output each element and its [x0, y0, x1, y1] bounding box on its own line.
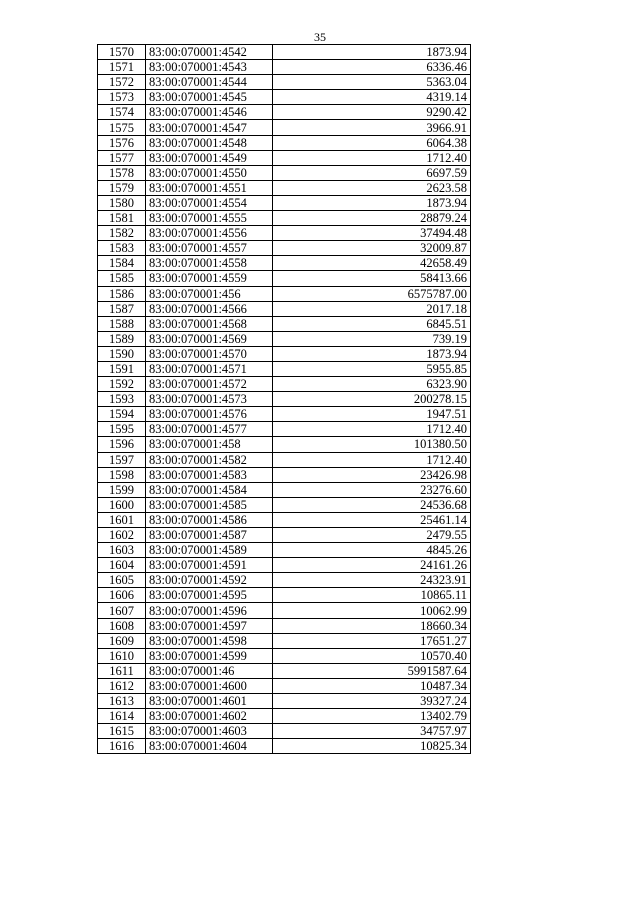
row-value: 24161.26	[273, 558, 471, 573]
page-number: 35	[314, 30, 326, 44]
row-number: 1589	[98, 331, 146, 346]
row-number: 1587	[98, 301, 146, 316]
table-row	[98, 407, 471, 422]
row-value: 6575787.00	[273, 286, 471, 301]
table-row	[98, 135, 471, 150]
row-number: 1577	[98, 150, 146, 165]
row-number: 1610	[98, 648, 146, 663]
row-value: 6697.59	[273, 165, 471, 180]
table-row	[98, 150, 471, 165]
table-row	[98, 603, 471, 618]
row-value: 18660.34	[273, 618, 471, 633]
row-value: 10487.34	[273, 678, 471, 693]
row-number: 1572	[98, 75, 146, 90]
cadastral-number: 83:00:070001:4592	[146, 573, 273, 588]
row-value: 1712.40	[273, 150, 471, 165]
cadastral-number: 83:00:070001:4569	[146, 331, 273, 346]
cadastral-number: 83:00:070001:4586	[146, 512, 273, 527]
cadastral-number: 83:00:070001:4550	[146, 165, 273, 180]
row-value: 739.19	[273, 331, 471, 346]
table-row	[98, 724, 471, 739]
cadastral-number: 83:00:070001:4599	[146, 648, 273, 663]
cadastral-number: 83:00:070001:4557	[146, 241, 273, 256]
table-row	[98, 618, 471, 633]
cadastral-number: 83:00:070001:4547	[146, 120, 273, 135]
table-row	[98, 195, 471, 210]
cadastral-number: 83:00:070001:4566	[146, 301, 273, 316]
row-number: 1612	[98, 678, 146, 693]
row-number: 1611	[98, 663, 146, 678]
table-row	[98, 361, 471, 376]
table-row	[98, 75, 471, 90]
cadastre-table	[97, 44, 471, 754]
row-number: 1592	[98, 377, 146, 392]
table-row	[98, 256, 471, 271]
cadastral-number: 83:00:070001:4572	[146, 377, 273, 392]
row-number: 1590	[98, 346, 146, 361]
cadastral-number: 83:00:070001:4598	[146, 633, 273, 648]
row-value: 25461.14	[273, 512, 471, 527]
row-number: 1614	[98, 709, 146, 724]
table-row	[98, 437, 471, 452]
row-number: 1601	[98, 512, 146, 527]
row-number: 1584	[98, 256, 146, 271]
cadastral-number: 83:00:070001:46	[146, 663, 273, 678]
table-row	[98, 211, 471, 226]
row-value: 1947.51	[273, 407, 471, 422]
cadastral-number: 83:00:070001:4571	[146, 361, 273, 376]
row-number: 1607	[98, 603, 146, 618]
table-row	[98, 528, 471, 543]
row-number: 1570	[98, 45, 146, 60]
row-value: 9290.42	[273, 105, 471, 120]
row-value: 58413.66	[273, 271, 471, 286]
cadastral-number: 83:00:070001:4591	[146, 558, 273, 573]
row-number: 1608	[98, 618, 146, 633]
row-number: 1597	[98, 452, 146, 467]
row-number: 1588	[98, 316, 146, 331]
row-value: 10825.34	[273, 739, 471, 754]
row-value: 1873.94	[273, 45, 471, 60]
table-row	[98, 180, 471, 195]
row-number: 1609	[98, 633, 146, 648]
row-value: 200278.15	[273, 392, 471, 407]
row-number: 1585	[98, 271, 146, 286]
cadastral-number: 83:00:070001:4600	[146, 678, 273, 693]
row-number: 1575	[98, 120, 146, 135]
cadastral-number: 83:00:070001:456	[146, 286, 273, 301]
row-value: 32009.87	[273, 241, 471, 256]
row-value: 23276.60	[273, 482, 471, 497]
table-row	[98, 120, 471, 135]
table-row	[98, 709, 471, 724]
row-number: 1616	[98, 739, 146, 754]
cadastral-number: 83:00:070001:4604	[146, 739, 273, 754]
cadastral-number: 83:00:070001:4573	[146, 392, 273, 407]
row-value: 5363.04	[273, 75, 471, 90]
table-row	[98, 301, 471, 316]
table-row	[98, 286, 471, 301]
row-value: 13402.79	[273, 709, 471, 724]
row-value: 10062.99	[273, 603, 471, 618]
cadastral-number: 83:00:070001:4596	[146, 603, 273, 618]
row-value: 2017.18	[273, 301, 471, 316]
cadastral-number: 83:00:070001:4577	[146, 422, 273, 437]
row-value: 39327.24	[273, 694, 471, 709]
cadastral-number: 83:00:070001:4601	[146, 694, 273, 709]
row-value: 6845.51	[273, 316, 471, 331]
cadastral-number: 83:00:070001:4555	[146, 211, 273, 226]
row-number: 1593	[98, 392, 146, 407]
table-row	[98, 739, 471, 754]
table-row	[98, 452, 471, 467]
cadastral-number: 83:00:070001:4583	[146, 467, 273, 482]
cadastral-number: 83:00:070001:4559	[146, 271, 273, 286]
row-number: 1599	[98, 482, 146, 497]
table-row	[98, 105, 471, 120]
row-value: 17651.27	[273, 633, 471, 648]
row-number: 1602	[98, 528, 146, 543]
row-number: 1580	[98, 195, 146, 210]
table-row	[98, 165, 471, 180]
row-value: 3966.91	[273, 120, 471, 135]
table-row	[98, 226, 471, 241]
row-number: 1606	[98, 588, 146, 603]
row-value: 34757.97	[273, 724, 471, 739]
row-number: 1613	[98, 694, 146, 709]
table-row	[98, 512, 471, 527]
table-row	[98, 346, 471, 361]
row-value: 101380.50	[273, 437, 471, 452]
cadastral-number: 83:00:070001:4544	[146, 75, 273, 90]
row-number: 1586	[98, 286, 146, 301]
row-value: 6336.46	[273, 60, 471, 75]
row-number: 1591	[98, 361, 146, 376]
table-row	[98, 45, 471, 60]
cadastral-number: 83:00:070001:4543	[146, 60, 273, 75]
row-value: 4319.14	[273, 90, 471, 105]
row-value: 24536.68	[273, 497, 471, 512]
row-number: 1579	[98, 180, 146, 195]
row-number: 1595	[98, 422, 146, 437]
cadastral-number: 83:00:070001:4548	[146, 135, 273, 150]
table-row	[98, 90, 471, 105]
row-value: 37494.48	[273, 226, 471, 241]
cadastral-number: 83:00:070001:4597	[146, 618, 273, 633]
cadastral-number: 83:00:070001:4556	[146, 226, 273, 241]
cadastral-number: 83:00:070001:4558	[146, 256, 273, 271]
row-number: 1615	[98, 724, 146, 739]
row-value: 1712.40	[273, 452, 471, 467]
row-value: 1712.40	[273, 422, 471, 437]
cadastral-number: 83:00:070001:4584	[146, 482, 273, 497]
row-value: 28879.24	[273, 211, 471, 226]
cadastral-number: 83:00:070001:4551	[146, 180, 273, 195]
row-value: 5955.85	[273, 361, 471, 376]
cadastral-number: 83:00:070001:4542	[146, 45, 273, 60]
table-row	[98, 316, 471, 331]
row-number: 1576	[98, 135, 146, 150]
table-row	[98, 497, 471, 512]
cadastral-number: 83:00:070001:4595	[146, 588, 273, 603]
cadastral-number: 83:00:070001:4554	[146, 195, 273, 210]
table-row	[98, 588, 471, 603]
row-value: 10865.11	[273, 588, 471, 603]
cadastral-number: 83:00:070001:4603	[146, 724, 273, 739]
row-number: 1573	[98, 90, 146, 105]
row-value: 2623.58	[273, 180, 471, 195]
row-value: 4845.26	[273, 543, 471, 558]
row-value: 23426.98	[273, 467, 471, 482]
table-row	[98, 377, 471, 392]
cadastral-number: 83:00:070001:458	[146, 437, 273, 452]
table-row	[98, 633, 471, 648]
row-value: 1873.94	[273, 346, 471, 361]
cadastral-number: 83:00:070001:4576	[146, 407, 273, 422]
table-row	[98, 422, 471, 437]
row-value: 10570.40	[273, 648, 471, 663]
row-number: 1596	[98, 437, 146, 452]
table-row	[98, 392, 471, 407]
row-number: 1605	[98, 573, 146, 588]
row-value: 6323.90	[273, 377, 471, 392]
table-row	[98, 331, 471, 346]
row-value: 42658.49	[273, 256, 471, 271]
cadastral-number: 83:00:070001:4602	[146, 709, 273, 724]
row-number: 1578	[98, 165, 146, 180]
table-row	[98, 573, 471, 588]
cadastral-number: 83:00:070001:4545	[146, 90, 273, 105]
row-value: 1873.94	[273, 195, 471, 210]
row-number: 1583	[98, 241, 146, 256]
row-number: 1582	[98, 226, 146, 241]
table-row	[98, 678, 471, 693]
cadastral-number: 83:00:070001:4568	[146, 316, 273, 331]
row-number: 1594	[98, 407, 146, 422]
row-number: 1604	[98, 558, 146, 573]
table-row	[98, 663, 471, 678]
table-row	[98, 271, 471, 286]
table-row	[98, 241, 471, 256]
row-number: 1571	[98, 60, 146, 75]
cadastral-number: 83:00:070001:4585	[146, 497, 273, 512]
row-number: 1574	[98, 105, 146, 120]
row-number: 1600	[98, 497, 146, 512]
table-row	[98, 467, 471, 482]
table-row	[98, 543, 471, 558]
table-body	[98, 45, 471, 754]
table-row	[98, 60, 471, 75]
table-row	[98, 558, 471, 573]
table-row	[98, 648, 471, 663]
table-row	[98, 482, 471, 497]
cadastral-number: 83:00:070001:4589	[146, 543, 273, 558]
cadastral-number: 83:00:070001:4546	[146, 105, 273, 120]
cadastral-number: 83:00:070001:4570	[146, 346, 273, 361]
table-row	[98, 694, 471, 709]
cadastral-number: 83:00:070001:4587	[146, 528, 273, 543]
cadastral-number: 83:00:070001:4549	[146, 150, 273, 165]
row-value: 5991587.64	[273, 663, 471, 678]
cadastral-number: 83:00:070001:4582	[146, 452, 273, 467]
row-number: 1598	[98, 467, 146, 482]
row-value: 6064.38	[273, 135, 471, 150]
row-number: 1603	[98, 543, 146, 558]
row-value: 2479.55	[273, 528, 471, 543]
row-value: 24323.91	[273, 573, 471, 588]
row-number: 1581	[98, 211, 146, 226]
